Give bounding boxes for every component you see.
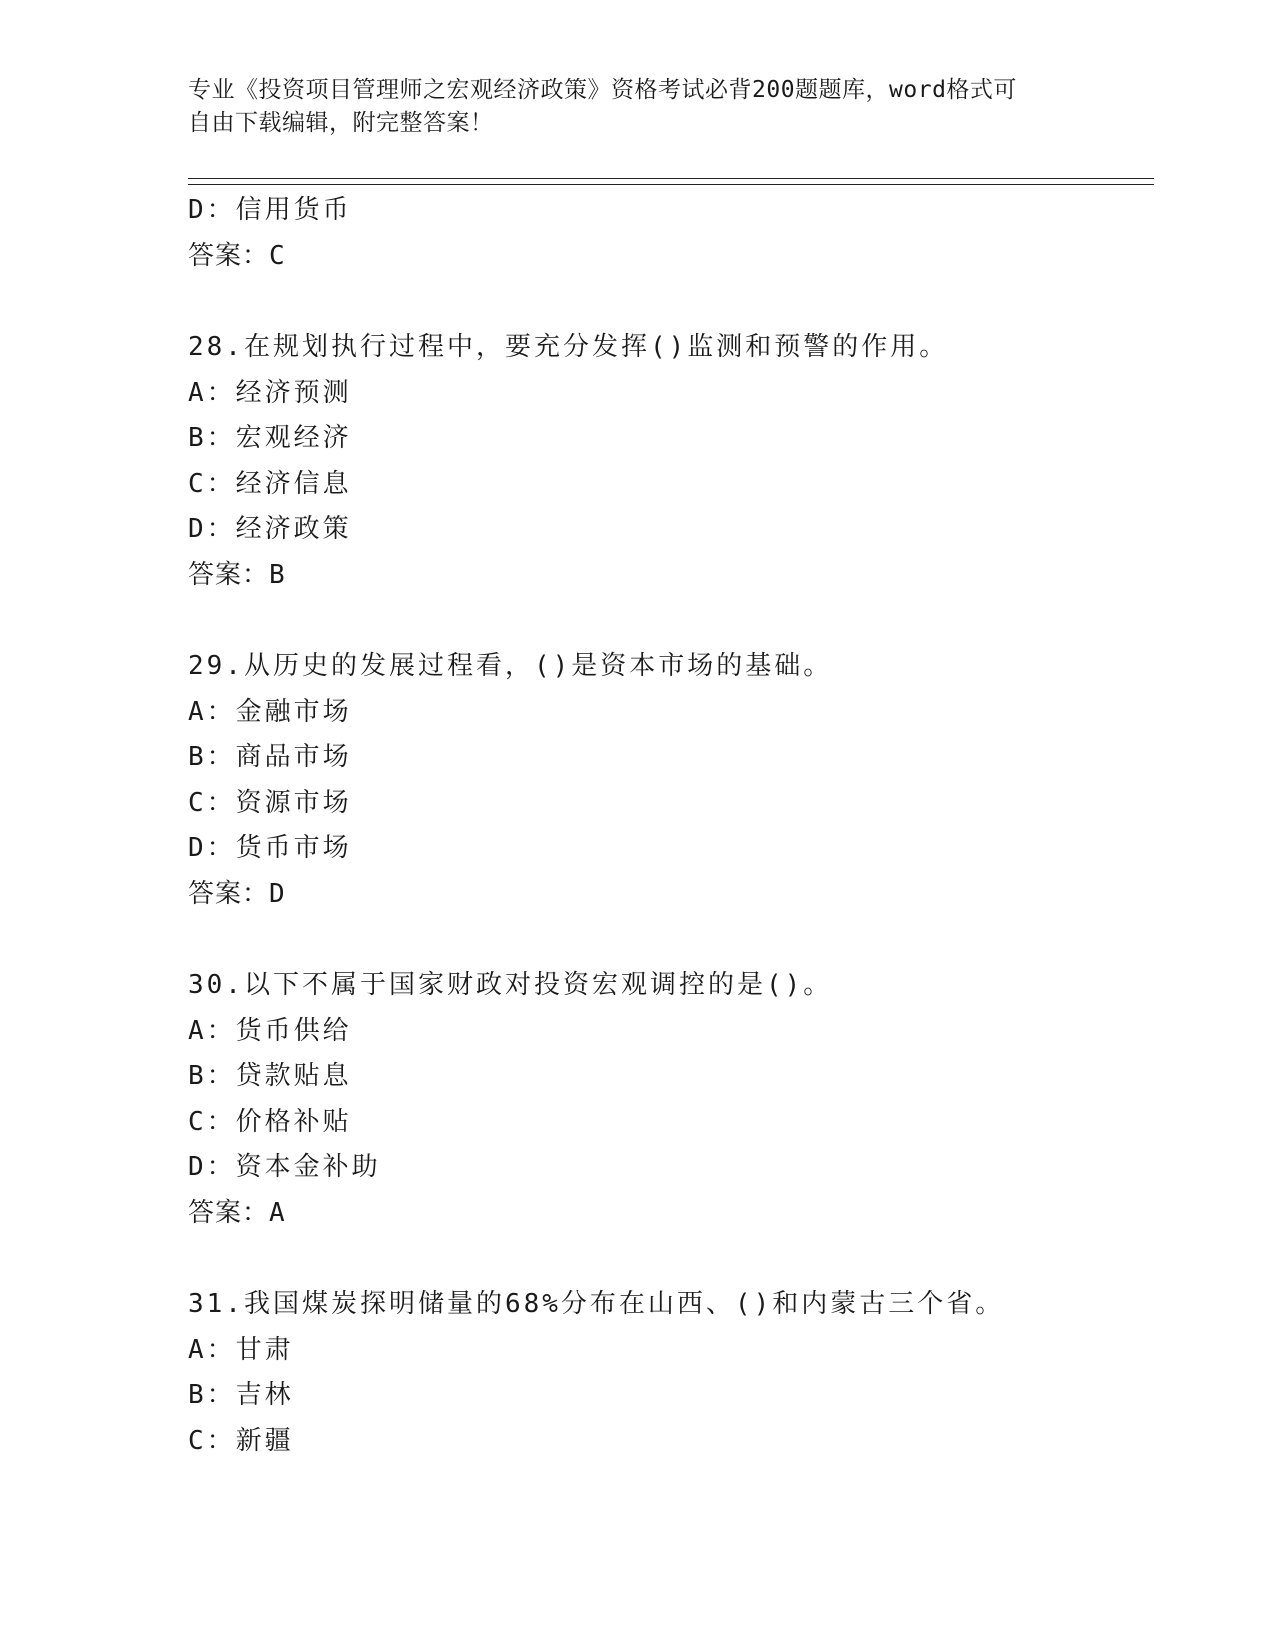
- document-header: [188, 74, 1088, 140]
- answer: 答案：D: [188, 878, 286, 909]
- question-stem: 30.以下不属于国家财政对投资宏观调控的是()。: [188, 970, 833, 1000]
- header-divider-bottom: [188, 184, 1154, 185]
- question-stem: 28.在规划执行过程中，要充分发挥()监测和预警的作用。: [188, 332, 949, 362]
- answer: 答案：A: [188, 1197, 286, 1228]
- spacer: [188, 279, 1154, 325]
- option-b: B：贷款贴息: [188, 1061, 352, 1091]
- question-stem: 29.从历史的发展过程看，()是资本市场的基础。: [188, 651, 833, 681]
- option-d: D：资本金补助: [188, 1152, 381, 1182]
- question-29: [188, 644, 1154, 917]
- option-d: D：信用货币: [188, 195, 352, 225]
- spacer: [188, 598, 1154, 644]
- option-b: B：商品市场: [188, 742, 352, 772]
- option-a: A：甘肃: [188, 1334, 294, 1365]
- question-list: [188, 188, 1154, 1464]
- header-divider-top: [188, 178, 1154, 179]
- question-31: [188, 1282, 1154, 1464]
- option-b: B：吉林: [188, 1380, 294, 1410]
- option-a: A：经济预测: [188, 377, 352, 408]
- header-line-2: 自由下载编辑，附完整答案！: [188, 110, 494, 136]
- option-a: A：货币供给: [188, 1015, 352, 1046]
- spacer: [188, 917, 1154, 963]
- option-c: C：价格补贴: [188, 1106, 352, 1137]
- option-a: A：金融市场: [188, 696, 352, 727]
- option-c: C：新疆: [188, 1425, 294, 1456]
- option-b: B：宏观经济: [188, 423, 352, 453]
- spacer: [188, 1236, 1154, 1282]
- question-30: [188, 963, 1154, 1236]
- option-c: C：资源市场: [188, 787, 352, 818]
- option-d: D：经济政策: [188, 514, 352, 544]
- question-28: [188, 325, 1154, 598]
- question-stem: 31.我国煤炭探明储量的68%分布在山西、()和内蒙古三个省。: [188, 1289, 1005, 1319]
- answer: 答案：C: [188, 240, 286, 271]
- header-line-1: 专业《投资项目管理师之宏观经济政策》资格考试必背200题题库，word格式可: [188, 77, 1017, 103]
- option-d: D：货币市场: [188, 833, 352, 863]
- option-c: C：经济信息: [188, 468, 352, 499]
- answer: 答案：B: [188, 559, 286, 590]
